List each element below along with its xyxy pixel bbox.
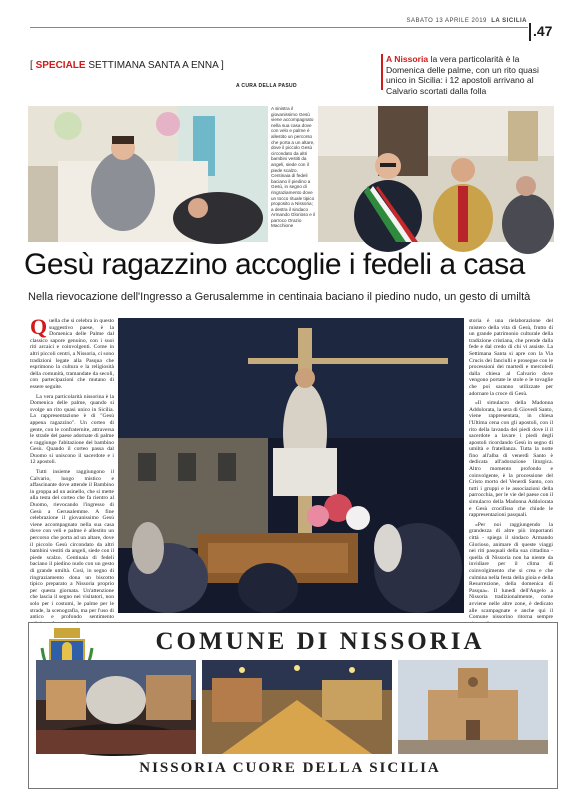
ad-photo-church bbox=[398, 660, 548, 754]
headline: Gesù ragazzino accoglie i fedeli a casa bbox=[24, 248, 525, 281]
article-column-1 bbox=[30, 314, 114, 621]
photo-mayor-priest-image bbox=[318, 106, 554, 242]
header-rule bbox=[30, 27, 528, 28]
ad-photo-street bbox=[202, 660, 392, 754]
article-paragraph: La vera particolarità nissorina è la Domenica delle palme, quando si svolge un rito quasi unico in Sicilia. La rappresentazione è di "Gesù appena ragazzino". Un corteo di gente, con le confraternite, attraversa le strade del paese adornate di palme e raggiunge l'abitazione del bambino Gesù. Quando il corteo passa dal Duomo si uniscono il sacerdote e i 12 apostoli. bbox=[30, 393, 114, 466]
ad-photo-street-image bbox=[202, 660, 392, 754]
header-date: SABATO 13 APRILE 2019 bbox=[406, 18, 487, 24]
section-title: SETTIMANA SANTA A ENNA bbox=[88, 60, 219, 71]
ad-title: COMUNE DI NISSORIA bbox=[155, 628, 485, 655]
article-paragraph: storia è una rielaborazione del mistero della vita di Gesù, frutto di un grande patrimonio culturale della tradizione cristiana, che prende dalla fede e dal credo di chi vi assiste. La Settimana Santa si apre con la Via Crucis dei fanciulli e prosegue con le processioni dei martedì e mercoledì dalla chiesa al Calvario dove vengono portate le stole e le tovaglie che poi saranno utilizzate per adornare la croce di Gesù. bbox=[469, 318, 553, 397]
article-paragraph-text: uella che si celebra in questo suggestivo paese, è la Domenica delle Palme dal classico sapore genuino, con i suoi riti arcaici e coinvolgenti. Come in altri piccoli centri, a Nissoria, ci sono tradizioni legate alla Pasqua che esprimono la cultura e la religiosità della comunità, tramandate da secoli, con partecipazioni che mutano di essere seguite. bbox=[30, 318, 114, 390]
article-paragraph: «Il simulacro della Madonna Addolorata, la sera di Giovedì Santo, viene rappresentata, in chiesa l'Ultima cena con gli apostoli, con il rito della lavanda dei piedi dove il il sacerdote a lavare i piedi degli apostoli ricordando Gesù in segno di umiltà e fratellanza. Tutta la notte fino all'alba di venerdì Santo è dedicata all'adorazione liturgica. Altro momento profondo e coinvolgente, è la processione del Cristo morto del Venerdì Santo, con tutti i gruppi e le associazioni della parrocchia, per le vie del paese con il simulacro della Madonna Addolorata e Gesù crocifisso che chiude le rappresentazioni pasquali. bbox=[469, 400, 553, 519]
photo-procession bbox=[118, 318, 464, 613]
ad-motto: NISSORIA CUORE DELLA SICILIA bbox=[139, 760, 441, 776]
section-kicker: SPECIALE bbox=[35, 60, 86, 71]
lede bbox=[386, 54, 550, 96]
ad-photo-church-image bbox=[398, 660, 548, 754]
dropcap: Q bbox=[30, 314, 48, 339]
photo-caption: A sinistra il giovanissimo Gesù viene accompagnato nella sua casa dove con velo e palme è allestito un percorso che porta a un altare, dove il piccolo Gesù circondato da altri bambini vestiti da angeli, siede con il piede scalzo. Centinaia di fedeli baciano il piedino a Gesù, in segno di ringraziamento dove un tocco rituale tipico proposito a Nissoria; a destra il sindaco Armando Glorioso e il parroco Orazio Macchione bbox=[271, 106, 316, 229]
article-paragraph bbox=[30, 314, 114, 391]
header-date-paper bbox=[352, 18, 527, 24]
article-paragraph: Tutti insieme raggiungono il Calvario, luogo mistico e affascinante dove attende il Bambino in groppa ad un asinello, che si mette alla testa del corteo che fa rientro al Duomo, rievocando l'ingresso di Gesù a Gerusalemme. A fine celebrazione il giovanissimo Gesù viene accompagnato nella sua casa dove con veli e palme è allestito un percorso che porta ad un altare, dove il piccolo Gesù circondato da altri bambini vestiti da angeli, siede con il piede scalzo. Centinaia di fedeli baciano il piedino nudo con un gesto di grande umiltà. Così, in segno di ringraziamento dona un biscotto tipico preparato a Nissoria proprio per questa giornata. Un'attenzione che lascia il segno nei visitatori, non solo per i costumi, le palme per le strade, la scenografia, ma per l'uso di antico e profondo sentimento bbox=[30, 469, 114, 621]
ad-photo-square-image bbox=[36, 660, 196, 754]
subhead: Nella rievocazione dell'Ingresso a Gerusalemme in centinaia baciano il piedino nudo, un gesto di umiltà bbox=[28, 291, 531, 303]
lede-text: la vera particolarità è la Domenica delle palme, con un rito quasi unico in Sicilia: i 12 apostoli arrivano al Calvario scortati dalla folla bbox=[386, 54, 539, 96]
header-paper-name: LA SICILIA bbox=[491, 18, 527, 24]
photo-boy-jesus bbox=[28, 106, 268, 242]
byline: A CURA DELLA PASUD bbox=[236, 83, 297, 89]
page-number-bar bbox=[529, 23, 531, 41]
lede-accent-bar bbox=[381, 54, 383, 90]
photo-boy-jesus-image bbox=[28, 106, 268, 242]
section-label: [ SPECIALE SETTIMANA SANTA A ENNA ] bbox=[30, 60, 224, 71]
ad-photo-square bbox=[36, 660, 196, 754]
lede-place: A Nissoria bbox=[386, 54, 429, 64]
article-paragraph: «Per noi raggiungendo la grandezza di altre più importanti città - spiega il sindaco Armando Glorioso, animare di queste viaggi nei riti pasquali della sua cittadina - quella di Nissoria non ha niente da invidiare per il clima di coinvolgimento che si crea e che culmina nella festa della gioia e della Resurrezione, della domenica di Pasqua». Il lunedì dell'Angelo a Nissoria tradizionalmente, come avviene nelle altre zone, è dedicato alle scampagnate e anche qui il Comune nissorino ritorna sempre bbox=[469, 521, 553, 621]
photo-procession-image bbox=[118, 318, 464, 613]
page-number: .47 bbox=[533, 23, 553, 39]
photo-mayor-priest bbox=[318, 106, 554, 242]
article-column-2 bbox=[469, 318, 553, 621]
